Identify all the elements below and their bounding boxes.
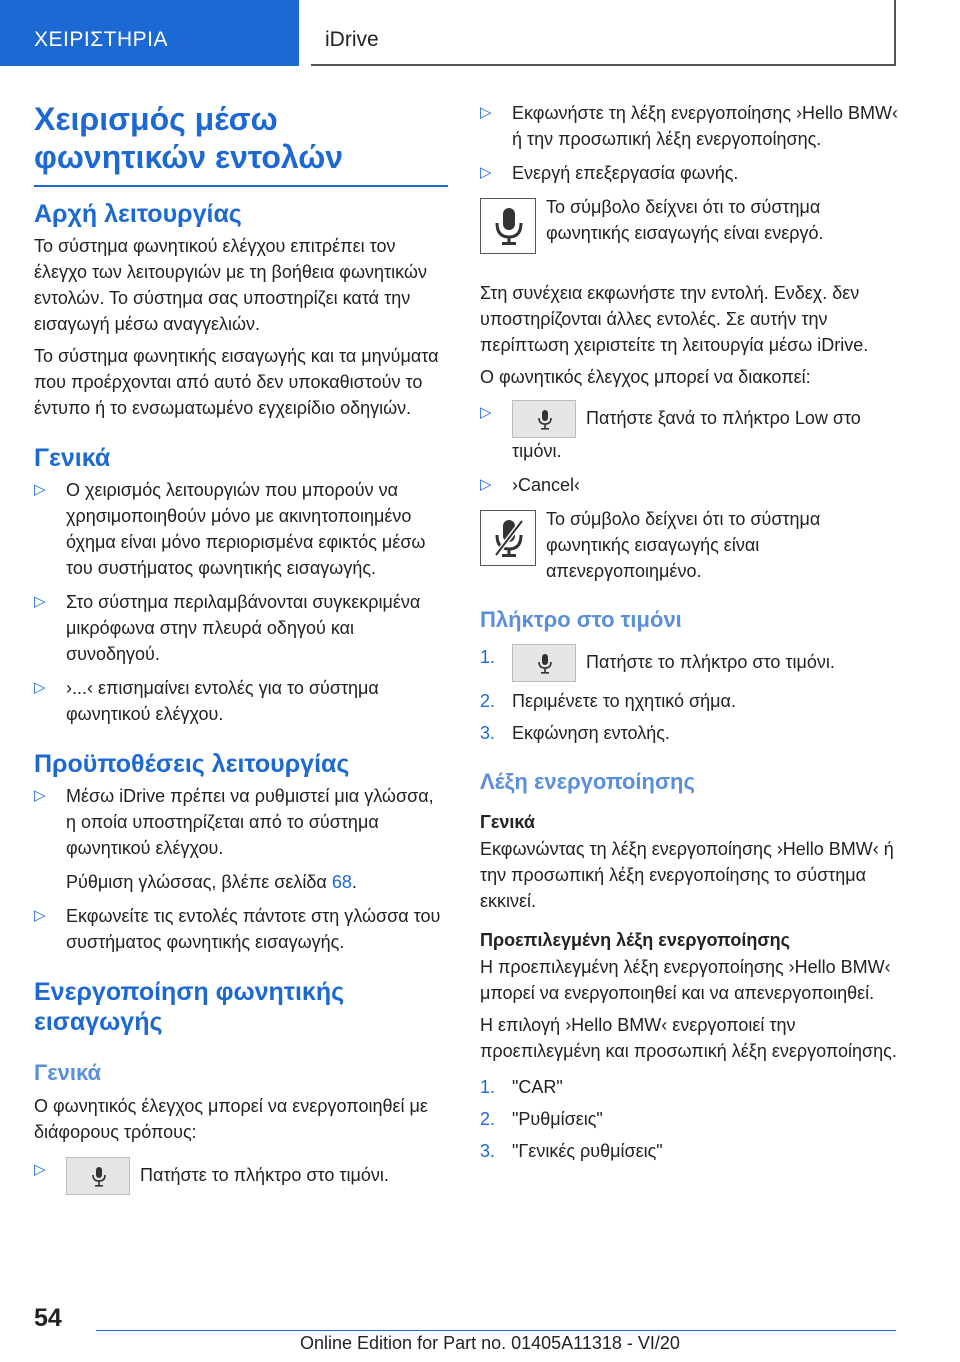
activation-bullet-1-text: Πατήστε το πλήκτρο στο τιμόνι. <box>140 1164 389 1185</box>
prereq-language-reference: Ρύθμιση γλώσσας, βλέπε σελίδα 68. <box>66 872 357 892</box>
step-number: 1. <box>480 1077 496 1097</box>
language-reference-text: Ρύθμιση γλώσσας, βλέπε σελίδα <box>66 872 332 892</box>
page-link-68[interactable]: 68 <box>331 872 352 892</box>
step-number: 3. <box>480 1141 496 1161</box>
left-column <box>34 100 448 1203</box>
header-section-label: ΧΕΙΡΙΣΤΗΡΙΑ <box>34 28 169 51</box>
general-bullet-2: ▷ Στο σύστημα περιλαμβάνονται συγκεκριμένα μικρόφωνα στην πλευρά οδηγού και συνοδηγού. <box>34 589 448 667</box>
heading-principle: Αρχή λειτουργίας <box>34 200 242 228</box>
next-command-paragraph: Στη συνέχεια εκφωνήστε την εντολή. Ενδεχ. δεν υποστηρίζονται άλλες εντολές. Σε αυτήν την περίπτωση χειριστείτε τη λειτουργία μέσω iDrive. <box>480 283 869 355</box>
title-divider <box>34 185 448 187</box>
principle-paragraph-2: Το σύστημα φωνητικής εισαγωγής και τα μηνύματα που προέρχονται από αυτό δεν υποκαθιστούν το έντυπο ή το ενσωματωμένο εγχειρίδιο οδηγιών. <box>34 346 439 418</box>
processing-bullet: ▷ Ενεργή επεξεργασία φωνής. <box>480 160 900 186</box>
key-step-1 <box>480 644 900 682</box>
footer-divider <box>96 1330 896 1331</box>
heading-default-wake-word: Προεπιλεγμένη λέξη ενεργοποίησης <box>480 930 790 950</box>
right-column <box>480 100 900 1170</box>
header-chapter-label: iDrive <box>325 28 379 51</box>
step-number: 2. <box>480 691 496 711</box>
default-step-1 <box>480 1074 900 1100</box>
stop-bullet-1 <box>480 400 900 464</box>
heading-prerequisites: Προϋποθέσεις λειτουργίας <box>34 750 350 778</box>
stop-bullet-1-text: Πατήστε ξανά το πλήκτρο Low στο τιμόνι. <box>512 407 861 461</box>
page-number: 54 <box>34 1304 62 1332</box>
wake-paragraph: Εκφωνώντας τη λέξη ενεργοποίησης ›Hello BMW‹ ή την προσωπική λέξη ενεργοποίησης το σύστημα εκκινεί. <box>480 839 894 911</box>
default-step-1-text: "CAR" <box>512 1077 563 1097</box>
key-step-2 <box>480 688 900 714</box>
header-chapter-box <box>311 0 896 66</box>
default-step-3-text: "Γενικές ρυθμίσεις" <box>512 1141 663 1161</box>
microphone-active-icon <box>480 198 536 254</box>
voice-inactive-symbol-note <box>480 506 900 584</box>
steering-wheel-voice-button-icon <box>66 1157 130 1195</box>
page-title: Χειρισμός μέσω φωνητικών εντολών <box>34 101 344 175</box>
voice-active-symbol-note <box>480 194 900 272</box>
activation-paragraph: Ο φωνητικός έλεγχος μπορεί να ενεργοποιηθεί με διάφορους τρόπους: <box>34 1096 428 1142</box>
steering-wheel-voice-button-icon <box>512 644 576 682</box>
footer-edition: Online Edition for Part no. 01405A11318 - VI/20 <box>300 1333 680 1353</box>
stop-paragraph: Ο φωνητικός έλεγχος μπορεί να διακοπεί: <box>480 367 811 387</box>
key-step-3 <box>480 720 900 746</box>
default-step-3 <box>480 1138 900 1164</box>
step-number: 1. <box>480 647 496 667</box>
default-paragraph-1: Η προεπιλεγμένη λέξη ενεργοποίησης ›Hello BMW‹ μπορεί να ενεργοποιηθεί και να απενεργοποιηθεί. <box>480 957 891 1003</box>
default-step-2 <box>480 1106 900 1132</box>
heading-general: Γενικά <box>34 444 111 472</box>
general-bullet-1: ▷ Ο χειρισμός λειτουργιών που μπορούν να χρησιμοποιηθούν μόνο με ακινητοποιημένο όχημα είναι μόνο περιορισμένα εφικτός μέσω του συστήματος φωνητικής εισαγωγής. <box>34 477 448 581</box>
stop-bullet-2: ▷ ›Cancel‹ <box>480 472 900 498</box>
microphone-muted-icon <box>480 510 536 566</box>
key-step-2-text: Περιμένετε το ηχητικό σήμα. <box>512 691 736 711</box>
key-step-3-text: Εκφώνηση εντολής. <box>512 723 670 743</box>
steering-wheel-voice-button-icon <box>512 400 576 438</box>
header-section-tab <box>0 0 299 66</box>
wake-bullet: ▷ Εκφωνήστε τη λέξη ενεργοποίησης ›Hello BMW‹ ή την προσωπική λέξη ενεργοποίησης. <box>480 100 900 152</box>
default-paragraph-2: Η επιλογή ›Hello BMW‹ ενεργοποιεί την προεπιλεγμένη και προσωπική λέξη ενεργοποίησης. <box>480 1015 897 1061</box>
principle-paragraph-1: Το σύστημα φωνητικού ελέγχου επιτρέπει τον έλεγχο των λειτουργιών με τη βοήθεια φωνητικών εντολών. Το σύστημα σας υποστηρίζει κατά την εισαγωγή μέσω αναγγελιών. <box>34 236 427 334</box>
prereq-bullet-1: ▷ Μέσω iDrive πρέπει να ρυθμιστεί μια γλώσσα, η οποία υποστηρίζεται από το σύστημα φωνητικού ελέγχου. <box>34 783 448 861</box>
general-bullet-3: ▷ ›...‹ επισημαίνει εντολές για το σύστημα φωνητικού ελέγχου. <box>34 675 448 727</box>
key-step-1-text: Πατήστε το πλήκτρο στο τιμόνι. <box>586 651 835 672</box>
prereq-bullet-2: ▷ Εκφωνείτε τις εντολές πάντοτε στη γλώσσα του συστήματος φωνητικής εισαγωγής. <box>34 903 448 955</box>
heading-steering-key: Πλήκτρο στο τιμόνι <box>480 607 682 632</box>
heading-wake-word: Λέξη ενεργοποίησης <box>480 769 695 794</box>
heading-wake-general: Γενικά <box>480 812 535 832</box>
default-step-2-text: "Ρυθμίσεις" <box>512 1109 603 1129</box>
voice-active-symbol-text: Το σύμβολο δείχνει ότι το σύστημα φωνητικής εισαγωγής είναι ενεργό. <box>546 197 824 243</box>
heading-activation: Ενεργοποίηση φωνητικής εισαγωγής <box>34 978 345 1036</box>
voice-inactive-symbol-text: Το σύμβολο δείχνει ότι το σύστημα φωνητικής εισαγωγής είναι απενεργοποιημένο. <box>546 509 821 581</box>
step-number: 2. <box>480 1109 496 1129</box>
activation-bullet-1 <box>34 1157 448 1195</box>
step-number: 3. <box>480 723 496 743</box>
heading-activation-general: Γενικά <box>34 1060 102 1085</box>
